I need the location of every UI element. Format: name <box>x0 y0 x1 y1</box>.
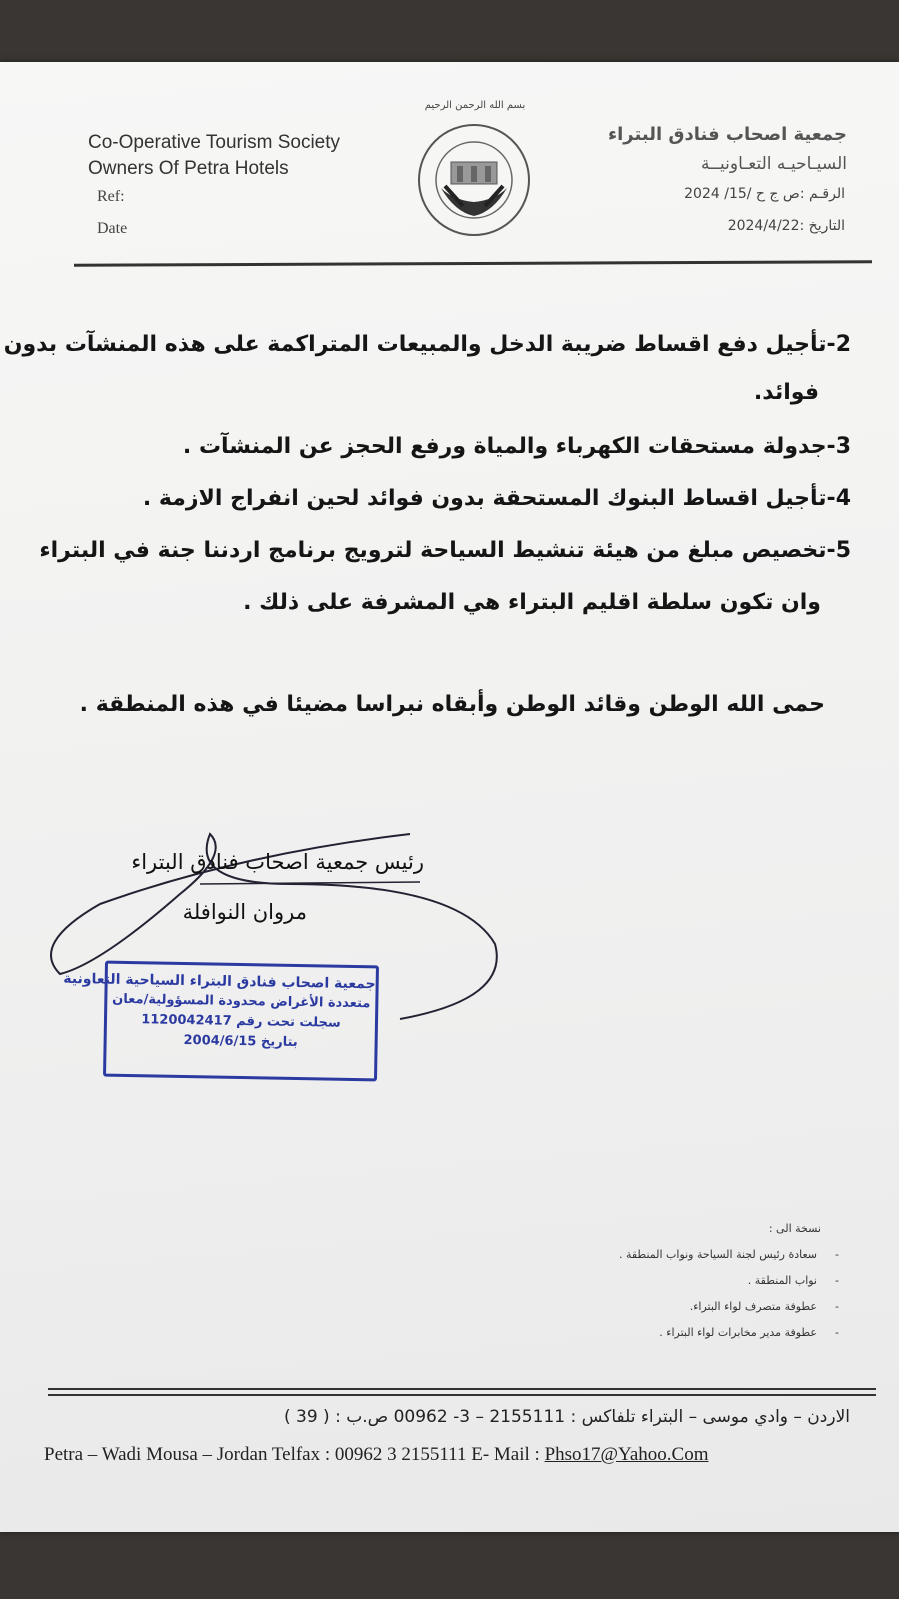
copy-item: - عطوفة متصرف لواء البتراء. <box>690 1300 817 1313</box>
signatory-name: مروان النوافلة <box>182 900 307 924</box>
date-label: Date <box>97 220 128 237</box>
footer-address-ar: الاردن – وادي موسى – البتراء تلفاكس : 2155111 – 3- 00962 ص.ب : ( 39 ) <box>283 1407 850 1427</box>
item-3: 3-جدولة مستحقات الكهرباء والمياة ورفع الحجز عن المنشآت . <box>182 434 851 459</box>
ref-number-ar: الرقـم :ص ج ح /15/ 2024 <box>684 186 845 202</box>
footer-divider-2 <box>48 1394 876 1396</box>
header-divider <box>74 260 872 266</box>
society-logo <box>415 120 533 240</box>
item-2-cont: فوائد. <box>753 380 819 405</box>
item-4: 4-تأجيل اقساط البنوك المستحقة بدون فوائد لحين انفراج الازمة . <box>142 486 851 511</box>
copy-item: - نواب المنطقة . <box>748 1274 817 1287</box>
society-name-en: Co-Operative Tourism Society <box>88 132 341 153</box>
footer-contact-en: Petra – Wadi Mousa – Jordan Telfax : 00962 3 2155111 E- Mail : <box>44 1444 545 1465</box>
copy-item: - عطوفة مدير مخابرات لواء البتراء . <box>659 1326 817 1339</box>
item-5: 5-تخصيص مبلغ من هيئة تنشيط السياحة لترويج برنامج اردننا جنة في البتراء <box>39 538 851 563</box>
copies-label: نسخة الى : <box>768 1222 821 1235</box>
stamp-line-2: متعددة الأغراض محدودة المسؤولية/معان <box>112 991 371 1012</box>
footer-divider-1 <box>48 1388 876 1390</box>
ref-label: Ref: <box>97 188 125 205</box>
footer-address-en <box>44 1444 709 1466</box>
society-owners-en: Owners Of Petra Hotels <box>88 158 289 179</box>
closing-line: حمى الله الوطن وقائد الوطن وأبقاه نبراسا مضيئا في هذه المنطقة . <box>79 692 825 717</box>
stamp-line-1: جمعية اصحاب فنادق البتراء السياحية التعاونية <box>63 970 376 993</box>
item-2: 2-تأجيل دفع اقساط ضريبة الدخل والمبيعات المتراكمة على هذه المنشآت بدون <box>3 332 851 357</box>
society-type-ar: السيـاحيـه التعـاونيــة <box>700 154 847 174</box>
bismillah: بسم الله الرحمن الرحيم <box>424 100 526 111</box>
society-name-ar: جمعية اصحاب فنادق البتراء <box>607 124 847 145</box>
official-stamp <box>63 961 379 1082</box>
letter-page <box>0 62 899 1532</box>
signature-title: رئيس جمعية اصحاب فنادق البتراء <box>131 850 424 874</box>
stamp-line-4: بتاريخ 2004/6/15 <box>183 1033 298 1050</box>
footer-email-link[interactable]: Phso17@Yahoo.Com <box>544 1444 709 1465</box>
copy-item: - سعادة رئيس لجنة السياحة ونواب المنطقة . <box>619 1248 817 1261</box>
date-ar: التاريخ :2024/4/22 <box>727 218 845 234</box>
stamp-line-3: سجلت تحت رقم 1120042417 <box>141 1012 341 1031</box>
item-5-cont: وان تكون سلطة اقليم البتراء هي المشرفة على ذلك . <box>243 590 821 615</box>
